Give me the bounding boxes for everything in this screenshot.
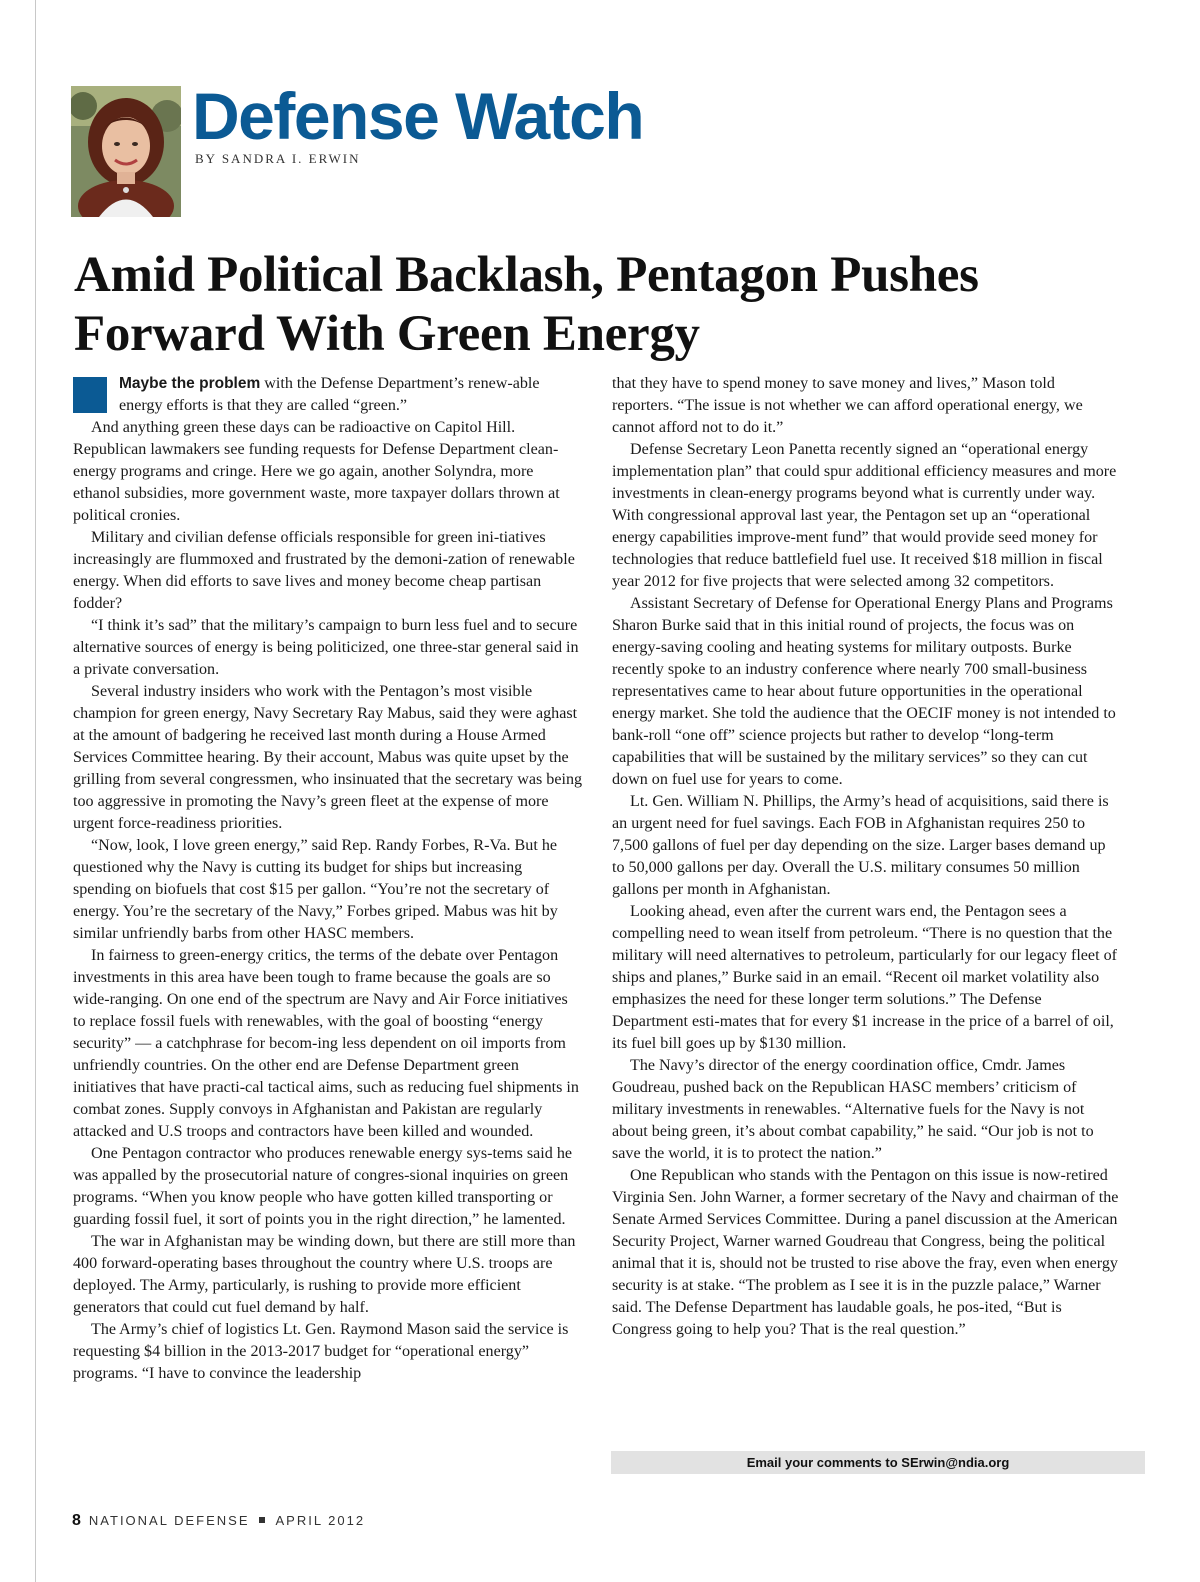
- dropcap-square: [73, 377, 107, 413]
- article-paragraph: Lt. Gen. William N. Phillips, the Army’s head of acquisitions, said there is an urgent need for fuel savings. Each FOB in Afghanistan requires 250 to 7,500 gallons of fuel per day depending on the size. Larger bases demand up to 50,000 gallons per day. Overall the U.S. military consumes 50 million gallons per month in Afghanistan.: [612, 793, 1109, 898]
- article-paragraph: The Navy’s director of the energy coordination office, Cmdr. James Goudreau, pushed back on the Republican HASC members’ criticism of military investments in renewables. “Alternative fuels for the Navy is not about being green, it’s about combat capability,” he said. “Our job is not to save the world, it is to protect the nation.”: [612, 1057, 1094, 1162]
- article-column-right: [612, 373, 1120, 1341]
- article-paragraph: Several industry insiders who work with the Pentagon’s most visible champion for green energy, Navy Secretary Ray Mabus, said they were aghast at the amount of badgering he received last month during a House Armed Services Committee hearing. By their account, Mabus was quite upset by the grilling from several congressmen, who insinuated that the secretary was being too aggressive in promoting the Navy’s green fleet at the expense of more urgent force-readiness priorities.: [73, 683, 583, 832]
- author-photo: [71, 86, 181, 217]
- byline: BY SANDRA I. ERWIN: [195, 151, 361, 166]
- page-margin-rule: [35, 0, 36, 1582]
- article-paragraph: One Republican who stands with the Pentagon on this issue is now-retired Virginia Sen. John Warner, a former secretary of the Navy and chairman of the Senate Armed Services Committee. During a panel discussion at the American Security Project, Warner warned Goudreau that Congress, being the political animal that it is, should not be trusted to rise above the fray, even when energy security is at stake. “The problem as I see it is in the puzzle palace,” Warner said. The Defense Department has laudable goals, he pos-ited, “But is Congress going to help you? That is the real question.”: [612, 1167, 1119, 1338]
- article-paragraph: Defense Secretary Leon Panetta recently signed an “operational energy implementation plan” that could spur additional efficiency measures and more investments in clean-energy programs beyond what is currently under way. With congressional approval last year, the Pentagon set up an “operational energy capabilities improve-ment fund” that would provide seed money for technologies that reduce battlefield fuel use. It received $18 million in fiscal year 2012 for five projects that were selected among 32 competitors.: [612, 441, 1117, 590]
- email-comments-bar: [611, 1451, 1145, 1474]
- separator-square: [259, 1517, 265, 1523]
- email-prefix: Email your comments to: [746, 1455, 902, 1470]
- article-paragraph: Looking ahead, even after the current wars end, the Pentagon sees a compelling need to wean itself from petroleum. “There is no question that the military will need alternatives to petroleum, particularly for our legacy fleet of ships and planes,” Burke said in an email. “Recent oil market volatility also emphasizes the need for these longer term solutions.” The Defense Department esti-mates that for every $1 increase in the price of a barrel of oil, its fuel bill goes up by $130 million.: [612, 903, 1117, 1052]
- page-footer: [72, 1512, 365, 1530]
- article-paragraph: “Now, look, I love green energy,” said Rep. Randy Forbes, R-Va. But he questioned why the Navy is cutting its budget for ships but increasing spending on biofuels that cost $15 per gallon. “You’re not the secretary of energy. You’re the secretary of the Navy,” Forbes griped. Mabus was hit by similar unfriendly barbs from other HASC members.: [73, 837, 558, 942]
- article-paragraph: The Army’s chief of logistics Lt. Gen. Raymond Mason said the service is requesting $4 billion in the 2013-2017 budget for “operational energy” programs. “I have to convince the leadership: [73, 1321, 569, 1382]
- article-headline: Amid Political Backlash, Pentagon Pushes Forward With Green Energy: [74, 247, 979, 362]
- article-paragraph: Military and civilian defense officials responsible for green ini-tiatives increasingly are flummoxed and frustrated by the demoni-zation of renewable energy. When did efforts to save lives and money become cheap partisan fodder?: [73, 529, 575, 612]
- article-paragraph: One Pentagon contractor who produces renewable energy sys-tems said he was appalled by the prosecutorial nature of congres-sional inquiries on green programs. “When you know people who have gotten killed transporting or guarding fossil fuel, it sort of points you in the right direction,” he lamented.: [73, 1145, 573, 1228]
- publication-name: NATIONAL DEFENSE: [88, 1513, 250, 1528]
- article-paragraph: that they have to spend money to save money and lives,” Mason told reporters. “The issue is not whether we can afford operational energy, we cannot afford not to do it.”: [612, 375, 1083, 436]
- article-paragraph: And anything green these days can be radioactive on Capitol Hill. Republican lawmakers see funding requests for Defense Department clean-energy programs and cringe. Here we go again, another Solyndra, more ethanol subsidies, more government waste, more taxpayer dollars thrown at political cronies.: [73, 419, 560, 524]
- article-paragraph: In fairness to green-energy critics, the terms of the debate over Pentagon investments in this area have been tough to frame because the goals are so wide-ranging. On one end of the spectrum are Navy and Air Force initiatives to replace fossil fuels with renewables, with the goal of boosting “energy security” — a catchphrase for becom-ing less dependent on oil imports from unfriendly countries. On the other end are Defense Department green initiatives that have practi-cal tactical aims, such as reducing fuel shipments in combat zones. Supply convoys in Afghanistan and Pakistan are regularly attacked and U.S troops and contractors have been killed and wounded.: [73, 947, 579, 1140]
- article-paragraph: Maybe the problem with the Defense Department’s renew-able energy efforts is that they are called “green.”: [73, 373, 583, 417]
- article-paragraph: The war in Afghanistan may be winding down, but there are still more than 400 forward-operating bases throughout the country where U.S. troops are deployed. The Army, particularly, is rushing to provide more efficient generators that could cut fuel demand by half.: [73, 1233, 576, 1316]
- lead-in: Maybe the problem: [119, 375, 261, 392]
- article-paragraph: Assistant Secretary of Defense for Operational Energy Plans and Programs Sharon Burke said that in this initial round of projects, the focus was on energy-saving cooling and heating systems for military outposts. Burke recently spoke to an industry conference where nearly 700 small-business representatives came to hear about future opportunities in the operational energy market. She told the audience that the OECIF money is not intended to bank-roll “one off” science projects but rather to develop “long-term capabilities that will be sustained by the military services” so they can cut down on fuel use for years to come.: [612, 595, 1116, 788]
- article-paragraph: “I think it’s sad” that the military’s campaign to burn less fuel and to secure alternative sources of energy is being politicized, one three-star general said in a private conversation.: [73, 617, 579, 678]
- issue-date: APRIL 2012: [275, 1513, 366, 1528]
- email-link[interactable]: SErwin@ndia.org: [901, 1455, 1010, 1470]
- article-column-left: [73, 373, 583, 1385]
- column-title: Defense Watch: [192, 79, 644, 153]
- page-number: 8: [72, 1512, 81, 1529]
